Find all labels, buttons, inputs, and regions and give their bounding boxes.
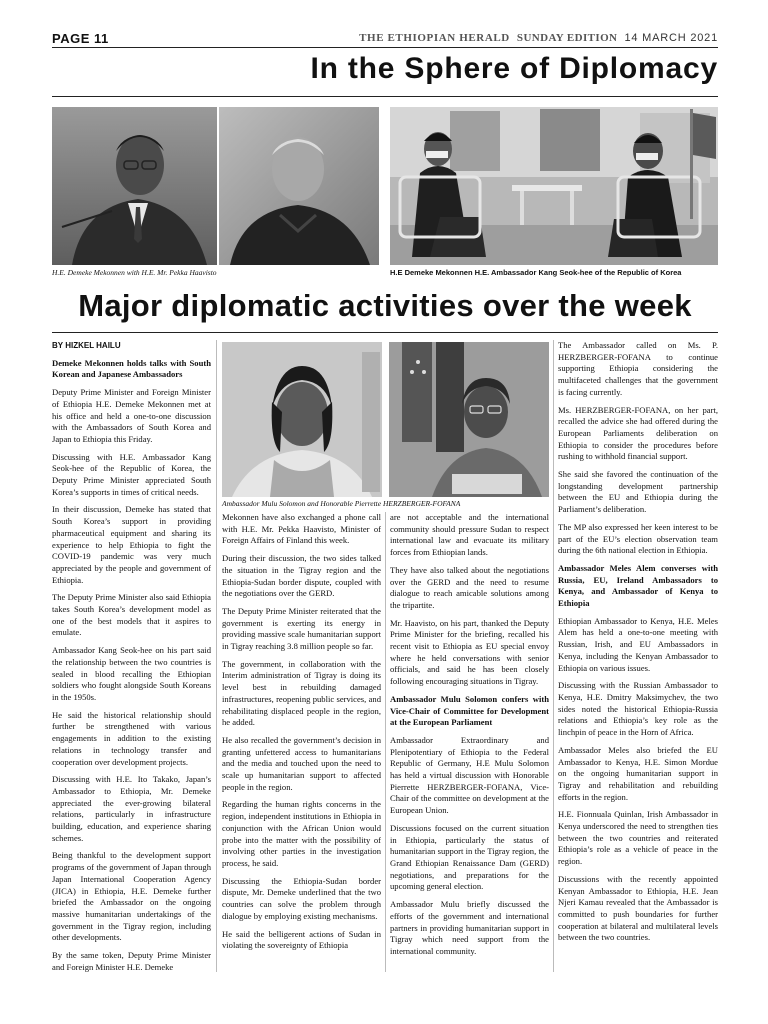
column-3-body [390, 512, 549, 958]
paragraph: She said she favored the continuation of the longstanding development partnership between the EU and Ethiopia during the Parliament’s deliberation. [558, 469, 718, 515]
photo-caption-right: H.E Demeke Mekonnen H.E. Ambassador Kang Seok-hee of the Republic of Korea [390, 268, 682, 277]
column-4-body [558, 340, 718, 944]
paragraph: Being thankful to the development support programs of the government of Japan through Japan International Cooperation Agency (JICA) in Ethiopia, H.E. Demeke further briefed the Ambassador on the ongoing massive humanitarian undertakings of the government in the Tigray region, including other developments. [52, 850, 211, 943]
photo-caption-middle: Ambassador Mulu Solomon and Honorable Pierrette HERZBERGER-FOFANA [222, 499, 461, 508]
paragraph: He said the belligerent actions of Sudan in violating the sovereignty of Ethiopia [222, 928, 381, 951]
subheading: Ambassador Meles Alem converses with Russia, EU, Ireland Ambassadors to Kenya, and Ambassador of Kenya to Ethiopia [558, 562, 718, 609]
paragraph: Mekonnen have also exchanged a phone call with H.E. Mr. Pekka Haavisto, Minister of Foreign Affairs of Finland this week. [222, 512, 381, 546]
paragraph: Mr. Haavisto, on his part, thanked the Deputy Prime Minister for the briefing, recalled his recent visit to Ethiopia as EU special envoy where he held conversations with senior officials, and said he has been closely following encouraging situations in Tigray. [390, 617, 549, 687]
page-number: PAGE 11 [52, 31, 109, 46]
paragraph: Regarding the human rights concerns in the region, independent institutions in Ethiopia in conjunction with the African Union would probe into the matter with the possibility of involving other parties in the investigation process, he said. [222, 799, 381, 868]
paragraph: The Ambassador called on Ms. P. HERZBERGER-FOFANA to continue supporting Ethiopia considering the multifaceted challenges that the government is facing currently. [558, 340, 718, 397]
paragraph: The Deputy Prime Minister reiterated that the government is exerting its energy in providing massive scale humanitarian support in Tigray reaching 3.8 million people so far. [222, 605, 381, 652]
column-rule [553, 340, 554, 972]
paragraph: Ambassador Meles also briefed the EU Ambassador to Kenya, H.E. Simon Mordue on the ongoing humanitarian support in Tigray and rehabilitation and rebuilding efforts in the region. [558, 744, 718, 802]
paragraph: The Deputy Prime Minister also said Ethiopia takes South Korea’s development model as one of the best models that it aspires to emulate. [52, 592, 211, 638]
photo-demeke-kang [390, 107, 718, 265]
paragraph: Discussing with H.E. Ito Takako, Japan’s Ambassador to Ethiopia, Mr. Demeke appreciated the ever-growing bilateral relations, particularly in infrastructure building, education, and experience sharing schemes. [52, 774, 211, 843]
paragraph: Discussing the Ethiopia-Sudan border dispute, Mr. Demeke underlined that the two countries can solve the problem through dialogue by employing existing mechanisms. [222, 875, 381, 921]
paragraph: Discussions focused on the current situation in Ethiopia, particularly the status of humanitarian support in the Tigray region, the Grand Ethiopian Renaissance Dam (GERD) negotiations, and preparations for the upcoming general election. [390, 822, 549, 892]
paragraph: The government, in collaboration with the Interim administration of Tigray is doing its level best in rebuilding damaged infrastructures, reopening public services, and rehabilitating displaced people in the region, he added. [222, 658, 381, 728]
paragraph: The MP also expressed her keen interest to be part of the EU’s election observation team during the 6th national election in Ethiopia. [558, 521, 718, 556]
photo-mulu-herzberger [222, 342, 549, 497]
column-rule [216, 340, 217, 972]
paragraph: He said the historical relationship should further be strengthened with various engagements in addition to the existing relations in technology transfer and cooperation over development projects. [52, 709, 211, 767]
paragraph: Discussions with the recently appointed Kenyan Ambassador to Ethiopia, H.E. Jean Njeri Kamau revealed that the Ambassador is committed to push boundaries for further cooperation at bilateral and multilateral levels between the two countries. [558, 873, 718, 943]
section-title: In the Sphere of Diplomacy [310, 52, 718, 85]
article-column-2 [222, 512, 381, 958]
article-column-4 [558, 340, 718, 950]
paragraph: Ambassador Mulu briefly discussed the efforts of the government and international partners in providing humanitarian support in Tigray which need support from the international community. [390, 899, 549, 956]
photo-caption-left: H.E. Demeke Mekonnen with H.E. Mr. Pekka Haavisto [52, 268, 217, 277]
paragraph: During their discussion, the two sides talked the situation in the Tigray region and the Ethiopia-Sudan border dispute, coupled with the negotiations over the GERD. [222, 553, 381, 599]
page-header [52, 30, 718, 48]
masthead [359, 32, 718, 44]
paragraph: They have also talked about the negotiations over the GERD and the need to resume dialogue to reach amicable solutions among the tripartite. [390, 564, 549, 610]
subheading: Demeke Mekonnen holds talks with South Korean and Japanese Ambassadors [52, 357, 211, 380]
paragraph: H.E. Fionnuala Quinlan, Irish Ambassador in Kenya underscored the need to strengthen ties between the two countries and reiterated Ethiopia’s role as a vehicle of peace in the region. [558, 809, 718, 867]
issue-date: 14 MARCH 2021 [624, 32, 718, 44]
article-column-3 [390, 512, 549, 964]
paragraph: Ethiopian Ambassador to Kenya, H.E. Meles Alem has held a one-to-one meeting with Russian, Irish, and EU Ambassadors in Kenya, including the Kenyan Ambassador to Ethiopia on various issues. [558, 615, 718, 673]
portraits-image [52, 107, 379, 265]
paragraph: Discussing with H.E. Ambassador Kang Seok-hee of the Republic of Korea, the Deputy Prime Minister appreciated South Korea’s supports in times of critical needs. [52, 451, 211, 497]
article-headline: Major diplomatic activities over the week [78, 288, 692, 323]
paragraph: are not acceptable and the international community should pressure Sudan to respect international law and evacuate its military forces from Ethiopian lands. [390, 512, 549, 558]
paragraph: By the same token, Deputy Prime Minister and Foreign Minister H.E. Demeke [52, 950, 211, 972]
column-rule [385, 512, 386, 972]
paragraph: Deputy Prime Minister and Foreign Minister of Ethiopia H.E. Demeke Mekonnen met at his office and held a one-to-one discussion with the Ambassadors of South Korea and Japan to Ethiopia this Friday. [52, 387, 211, 444]
video-call-image [222, 342, 549, 497]
subheading: Ambassador Mulu Solomon confers with Vice-Chair of Committee for Development at the European Parliament [390, 693, 549, 728]
paragraph: He also recalled the government’s decision in granting unfettered access to humanitarians and the media and touched upon the need to scale up humanitarian support to affected people in the region. [222, 734, 381, 792]
article-column-1 [52, 340, 211, 979]
edition-label: SUNDAY EDITION [516, 32, 618, 44]
meeting-image [390, 107, 718, 265]
column-1-body [52, 358, 211, 974]
paragraph: Ms. HERZBERGER-FOFANA, on her part, recalled the advice she had offered during the European Parliaments deliberation on Ethiopia to consider the procedures before rushing to withhold financial support. [558, 404, 718, 462]
paragraph: Ambassador Kang Seok-hee on his part said the relationship between the two countries is sealed in blood recalling the Ethiopian soldiers who fought alongside South Koreans in the 1950s. [52, 645, 211, 702]
paragraph: In their discussion, Demeke has stated that South Korea’s support in providing pharmaceutical equipment and sharing its experience to help Ethiopia to fight the COVID-19 pandemic was very much appreciated by the people and government of Ethiopia. [52, 504, 211, 585]
byline: BY HIZKEL HAILU [52, 341, 121, 350]
section-divider [52, 96, 718, 97]
photo-demeke-haavisto [52, 107, 379, 265]
paper-name: THE ETHIOPIAN HERALD [359, 32, 510, 44]
paragraph: Discussing with the Russian Ambassador to Kenya, H.E. Dmitry Maksimychev, the two sides noted the historical Ethiopia-Russia relations and Ethiopia’s key role as the linchpin of peace in the Horn of Africa. [558, 680, 718, 738]
paragraph: Ambassador Extraordinary and Plenipotentiary of Ethiopia to the Federal Republic of Germany, H.E Mulu Solomon has held a virtual discussion with Honorable Pierrette HERZBERGER-FOFANA, Vice-Chair of the committee on development at the European Union. [390, 734, 549, 816]
column-2-body [222, 512, 381, 952]
headline-divider [52, 332, 718, 333]
